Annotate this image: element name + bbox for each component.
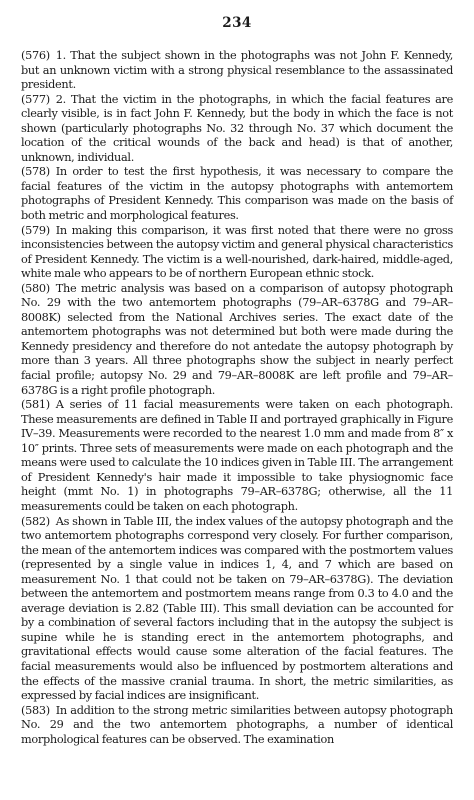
paragraph-577 bbox=[21, 93, 453, 166]
paragraph-579 bbox=[21, 224, 453, 282]
page-number: 234 bbox=[222, 15, 252, 31]
document-page bbox=[21, 0, 453, 800]
paragraph-number: (578) bbox=[21, 165, 50, 179]
paragraph-number: (579) bbox=[21, 223, 50, 237]
paragraph-578 bbox=[21, 165, 453, 223]
paragraph-number: (581) bbox=[21, 398, 50, 412]
paragraph-text: As shown in Table III, the index values of the autopsy photograph and the two antemortem photographs correspond very closely. For further comparison, the mean of the antemortem indices was compared with the postmortem values (represented by a single value in indices 1, 4, and 7 which are based on measurement No. 1 that could not be taken on 79–AR–6378G). The deviation between the antemortem and postmortem means range from 0.3 to 4.0 and the average deviation is 2.82 (Table III). This small deviation can be accounted for by a combination of several factors including that in the autopsy the subject is supine while he is standing erect in the antemortem photographs, and gravitational effects would cause some alteration of the facial features. The facial measurements would also be influenced by postmortem alterations and the effects of the massive cranial trauma. In short, the metric similarities, as expressed by facial indices are insignificant. bbox=[21, 514, 453, 703]
paragraph-583 bbox=[21, 704, 453, 748]
paragraph-number: (576) bbox=[21, 49, 50, 62]
paragraph-text: 2. That the victim in the photographs, in which the facial features are clearly visible, is in fact John F. Kennedy, but the body in which the face is not shown (particularly photographs No. 32 through No. 37 which document the location of the critical wounds of the back and head) is that of another, unknown, individual. bbox=[21, 92, 453, 164]
paragraph-576 bbox=[21, 49, 453, 93]
paragraph-text: A series of 11 facial measurements were taken on each photograph. These measurements are defined in Table II and portrayed graphically in Figure IV–39. Measurements were recorded to the nearest 1.0 mm and made from 8″ x 10″ prints. Three sets of measurements were made on each photograph and the means were used to calculate the 10 indices given in Table III. The arrangement of President Kennedy's hair made it impossible to take physiognomic face height (mmt No. 1) in photographs 79–AR–6378G; otherwise, all the 11 measurements could be taken on each photograph. bbox=[21, 398, 453, 513]
paragraph-582 bbox=[21, 515, 453, 704]
paragraph-text: 1. That the subject shown in the photographs was not John F. Kennedy, but an unknown victim with a strong physical resemblance to the assassinated president. bbox=[21, 49, 453, 92]
paragraph-text: The metric analysis was based on a comparison of autopsy photograph No. 29 with the two antemortem photographs (79–AR–6378G and 79–AR–8008K) selected from the National Archives series. The exact date of the antemortem photographs was not determined but both were made during the Kennedy presidency and therefore do not antedate the autopsy photograph by more than 3 years. All three photographs show the subject in nearly perfect facial profile; autopsy No. 29 and 79–AR–8008K are left profile and 79–AR–6378G is a right profile photograph. bbox=[21, 281, 453, 397]
paragraph-581 bbox=[21, 398, 453, 514]
paragraph-text: In order to test the first hypothesis, it was necessary to compare the facial features of the victim in the autopsy photographs with antemortem photographs of President Kennedy. This comparison was made on the basis of both metric and morphological features. bbox=[21, 165, 453, 223]
paragraph-580 bbox=[21, 282, 453, 398]
paragraph-text: In making this comparison, it was first noted that there were no gross inconsistencies between the autopsy victim and general physical characteristics of President Kennedy. The victim is a well-nourished, dark-haired, middle-aged, white male who appears to be of northern European ethnic stock. bbox=[21, 223, 453, 281]
paragraph-number: (580) bbox=[21, 281, 50, 295]
paragraph-text: In addition to the strong metric similarities between autopsy photograph No. 29 and the two antemortem photographs, a number of identical morphological features can be observed. The examination bbox=[21, 703, 453, 746]
paragraph-number: (577) bbox=[21, 92, 50, 106]
paragraph-number: (582) bbox=[21, 514, 50, 528]
paragraph-number: (583) bbox=[21, 703, 50, 717]
